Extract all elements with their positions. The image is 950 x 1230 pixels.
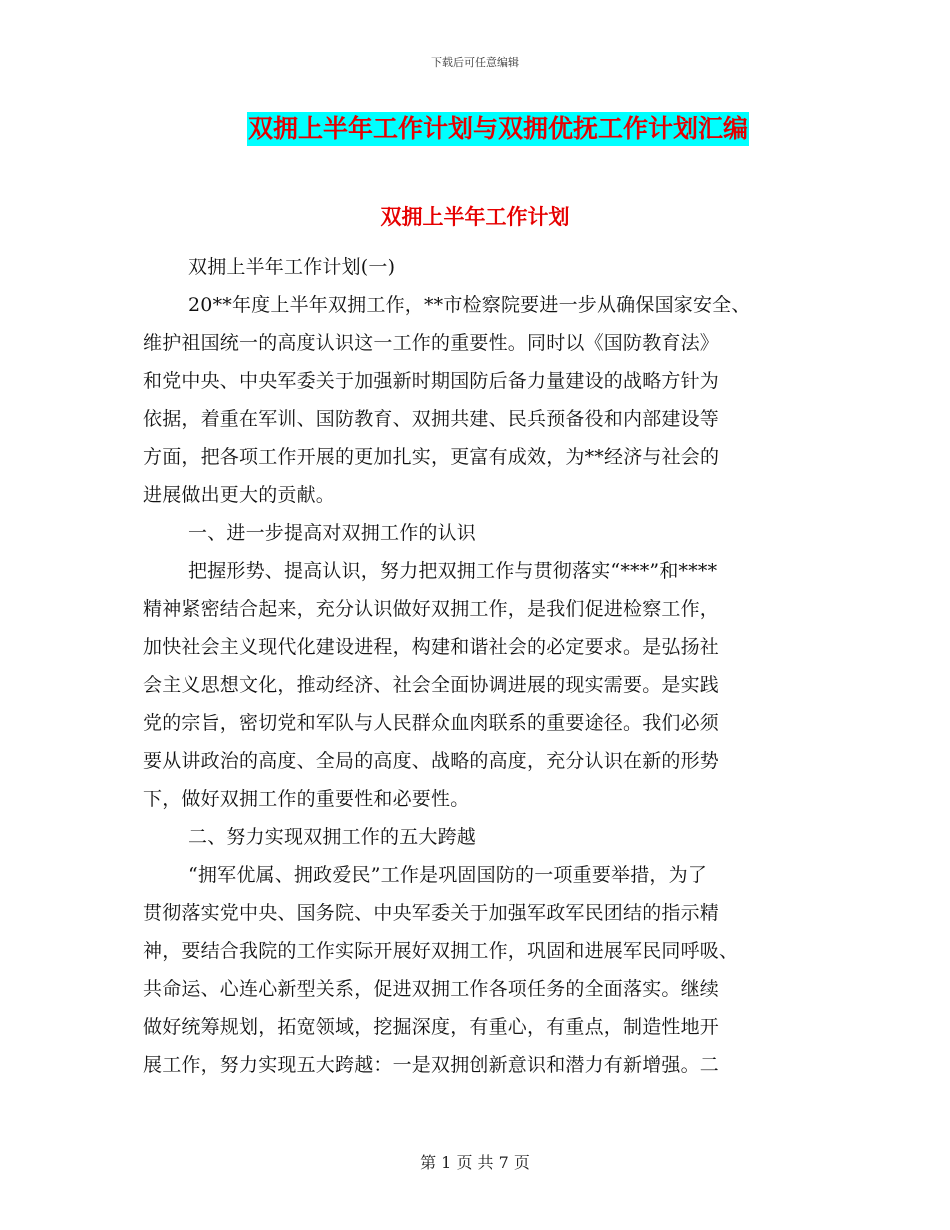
paragraph-line: 和党中央、中央军委关于加强新时期国防后备力量建设的战略方针为 (143, 370, 720, 392)
paragraph-heading: 双拥上半年工作计划(一) (188, 256, 396, 278)
body-text (143, 248, 808, 1084)
paragraph-line: 依据，着重在军训、国防教育、双拥共建、民兵预备役和内部建设等 (143, 408, 720, 430)
paragraph-line: 20**年度上半年双拥工作，**市检察院要进一步从确保国家安全、 (188, 294, 751, 316)
paragraph-line: 神，要结合我院的工作实际开展好双拥工作，巩固和进展军民同呼吸、 (143, 940, 739, 962)
paragraph-line: 下，做好双拥工作的重要性和必要性。 (143, 788, 470, 810)
main-title: 双拥上半年工作计划与双拥优抚工作计划汇编 (247, 112, 749, 146)
section-heading: 二、努力实现双拥工作的五大跨越 (188, 826, 477, 848)
paragraph-line: 做好统筹规划，拓宽领域，挖掘深度，有重心，有重点，制造性地开 (143, 1016, 720, 1038)
paragraph-line: 维护祖国统一的高度认识这一工作的重要性。同时以《国防教育法》 (143, 332, 720, 354)
paragraph-line: 加快社会主义现代化建设进程，构建和谐社会的必定要求。是弘扬社 (143, 636, 720, 658)
paragraph-line: 把握形势、提高认识，努力把双拥工作与贯彻落实“***”和**** (188, 560, 718, 582)
paragraph-line: 精神紧密结合起来，充分认识做好双拥工作，是我们促进检察工作， (143, 598, 720, 620)
section-heading: 一、进一步提高对双拥工作的认识 (188, 522, 477, 544)
page-number: 第 1 页 共 7 页 (420, 1153, 530, 1172)
paragraph-line: 党的宗旨，密切党和军队与人民群众血肉联系的重要途径。我们必须 (143, 712, 720, 734)
main-title-wrap (0, 112, 950, 146)
paragraph-line: 会主义思想文化，推动经济、社会全面协调进展的现实需要。是实践 (143, 674, 720, 696)
section-title: 双拥上半年工作计划 (380, 205, 570, 229)
paragraph-line: 方面，把各项工作开展的更加扎实，更富有成效，为**经济与社会的 (143, 446, 720, 468)
paragraph-line: 共命运、心连心新型关系，促进双拥工作各项任务的全面落实。继续 (143, 978, 720, 1000)
paragraph-line: “拥军优属、拥政爱民”工作是巩固国防的一项重要举措，为了 (188, 864, 708, 886)
paragraph-line: 贯彻落实党中央、国务院、中央军委关于加强军政军民团结的指示精 (143, 902, 720, 924)
header-note: 下载后可任意编辑 (431, 56, 519, 69)
paragraph-line: 展工作，努力实现五大跨越：一是双拥创新意识和潜力有新增强。二 (143, 1054, 720, 1076)
paragraph-line: 进展做出更大的贡献。 (143, 484, 336, 506)
paragraph-line: 要从讲政治的高度、全局的高度、战略的高度，充分认识在新的形势 (143, 750, 720, 772)
